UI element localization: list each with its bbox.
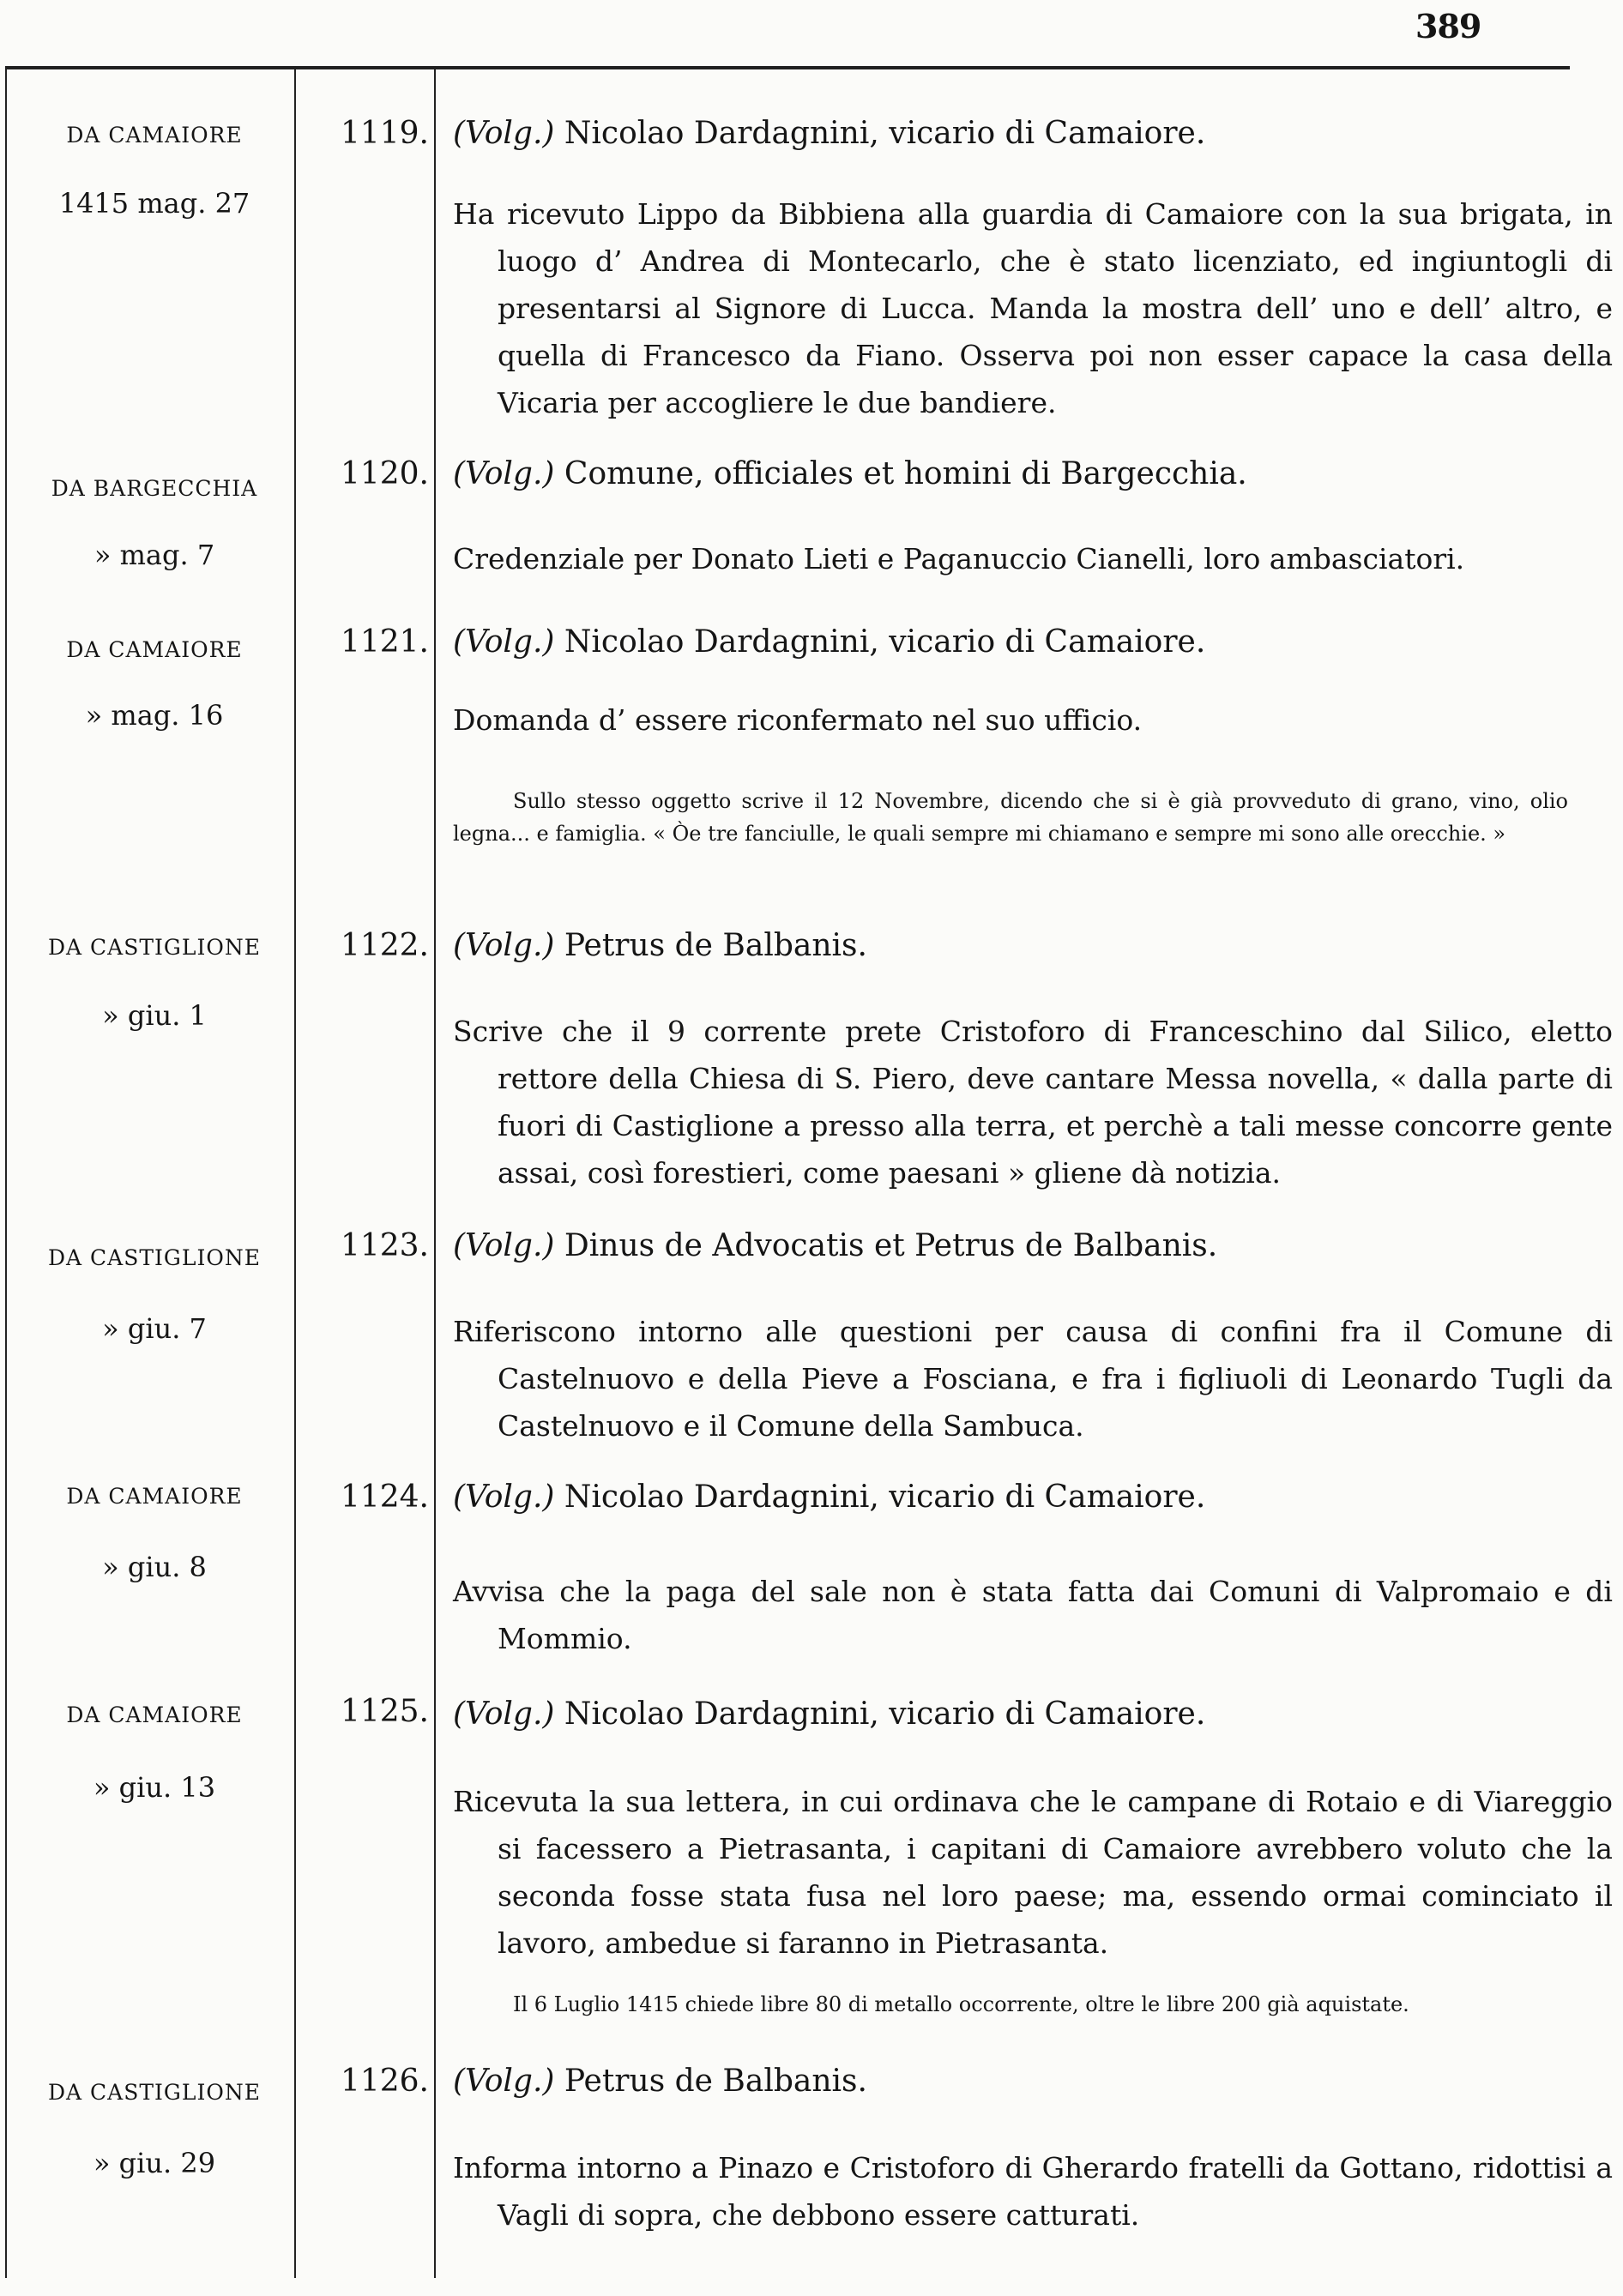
volg-label: (Volg.)	[453, 928, 555, 963]
entry-place: DA CAMAIORE	[66, 637, 243, 662]
entry-number: 1121.	[340, 624, 429, 660]
entry-addressee	[453, 456, 1585, 491]
entry-addressee	[453, 624, 1585, 660]
addressee-name: Nicolao Dardagnini, vicario di Camaiore.	[564, 1479, 1206, 1515]
column-divider-number-text	[434, 69, 436, 2278]
entry-date: » giu. 8	[102, 1551, 207, 1583]
entry-summary: Domanda d’ essere riconfermato nel suo ufficio.	[453, 703, 1143, 737]
entry-addressee	[453, 928, 1585, 963]
volg-label: (Volg.)	[453, 1696, 555, 1732]
entry-place: DA CAMAIORE	[66, 1702, 243, 1727]
entry-place: DA BARGECCHIA	[51, 476, 258, 501]
entry-place: DA CASTIGLIONE	[48, 2080, 261, 2105]
entry-date: » giu. 13	[93, 1771, 216, 1804]
entry-summary: Credenziale per Donato Lieti e Paganuccio Cianelli, loro ambasciatori.	[453, 542, 1465, 576]
entry-number: 1126.	[340, 2064, 429, 2099]
entry-date: » mag. 7	[94, 539, 215, 571]
entry-date: 1415 mag. 27	[58, 187, 250, 220]
entry-summary: Avvisa che la paga del sale non è stata fatta dai Comuni di Valpromaio e di Mommio.	[453, 1575, 1613, 1655]
entry-summary: Informa intorno a Pinazo e Cristoforo di Gherardo fratelli da Gottano, ridottisi a Vagli di sopra, che debbono essere catturati.	[453, 2151, 1613, 2232]
entry-number: 1124.	[340, 1479, 429, 1515]
volg-label: (Volg.)	[453, 2064, 555, 2099]
entry-date: » giu. 1	[102, 999, 207, 1032]
entry-number: 1123.	[340, 1228, 429, 1263]
page-number: 389	[1415, 7, 1481, 45]
volg-label: (Volg.)	[453, 116, 555, 151]
column-divider-place-number	[294, 69, 296, 2278]
entry-place: DA CAMAIORE	[66, 123, 243, 148]
addressee-name: Nicolao Dardagnini, vicario di Camaiore.	[564, 1696, 1206, 1732]
entry-date: » giu. 29	[93, 2147, 216, 2179]
entry-place: DA CASTIGLIONE	[48, 1245, 261, 1270]
addressee-name: Nicolao Dardagnini, vicario di Camaiore.	[564, 116, 1206, 151]
entry-addressee	[453, 116, 1585, 151]
volg-label: (Volg.)	[453, 624, 555, 660]
volg-label: (Volg.)	[453, 1228, 555, 1263]
entry-addressee	[453, 1696, 1585, 1732]
addressee-name: Comune, officiales et homini di Bargecchia.	[564, 456, 1247, 491]
entry-number: 1125.	[340, 1694, 429, 1729]
entry-addressee	[453, 2064, 1585, 2099]
addressee-name: Petrus de Balbanis.	[564, 2064, 867, 2099]
entry-place: DA CAMAIORE	[66, 1484, 243, 1509]
addressee-name: Nicolao Dardagnini, vicario di Camaiore.	[564, 624, 1206, 660]
entry-summary: Riferiscono intorno alle questioni per causa di confini fra il Comune di Castelnuovo e della Pieve a Fosciana, e fra i figliuoli di Leonardo Tugli da Castelnuovo e il Comune della Sambuca.	[453, 1315, 1613, 1443]
entry-note: Sullo stesso oggetto scrive il 12 Novembre, dicendo che si è già provveduto di grano, vino, olio legna... e famiglia. « Òe tre fanciulle, le quali sempre mi chiamano e sempre mi sono alle orecchie. »	[453, 789, 1568, 846]
entry-addressee	[453, 1479, 1585, 1515]
volg-label: (Volg.)	[453, 1479, 555, 1515]
left-border-rule	[5, 69, 7, 2278]
entry-date: » giu. 7	[102, 1312, 207, 1345]
entry-addressee	[453, 1228, 1585, 1263]
addressee-name: Petrus de Balbanis.	[564, 928, 867, 963]
entry-summary: Ha ricevuto Lippo da Bibbiena alla guardia di Camaiore con la sua brigata, in luogo d’ Andrea di Montecarlo, che è stato licenziato, ed ingiuntogli di presentarsi al Signore di Lucca. Manda la mostra dell’ uno e dell’ altro, e quella di Francesco da Fiano. Osserva poi non esser capace la casa della Vicaria per accogliere le due bandiere.	[453, 197, 1613, 419]
entry-summary: Scrive che il 9 corrente prete Cristoforo di Franceschino dal Silico, eletto rettore della Chiesa di S. Piero, deve cantare Messa novella, « dalla parte di fuori di Castiglione a presso alla terra, et perchè a tali messe concorre gente assai, così forestieri, come paesani » gliene dà notizia.	[453, 1015, 1613, 1190]
volg-label: (Volg.)	[453, 456, 555, 491]
entry-note: Il 6 Luglio 1415 chiede libre 80 di metallo occorrente, oltre le libre 200 già aquistate.	[513, 1992, 1409, 2016]
entry-number: 1120.	[340, 456, 429, 491]
entry-summary: Ricevuta la sua lettera, in cui ordinava che le campane di Rotaio e di Viareggio si facessero a Pietrasanta, i capitani di Camaiore avrebbero voluto che la seconda fosse stata fusa nel loro paese; ma, essendo ormai cominciato il lavoro, ambedue si faranno in Pietrasanta.	[453, 1785, 1613, 1960]
entry-number: 1122.	[340, 928, 429, 963]
entry-place: DA CASTIGLIONE	[48, 935, 261, 960]
entry-date: » mag. 16	[85, 699, 224, 732]
entry-number: 1119.	[340, 116, 429, 151]
addressee-name: Dinus de Advocatis et Petrus de Balbanis.	[564, 1228, 1218, 1263]
header-rule	[5, 66, 1570, 69]
